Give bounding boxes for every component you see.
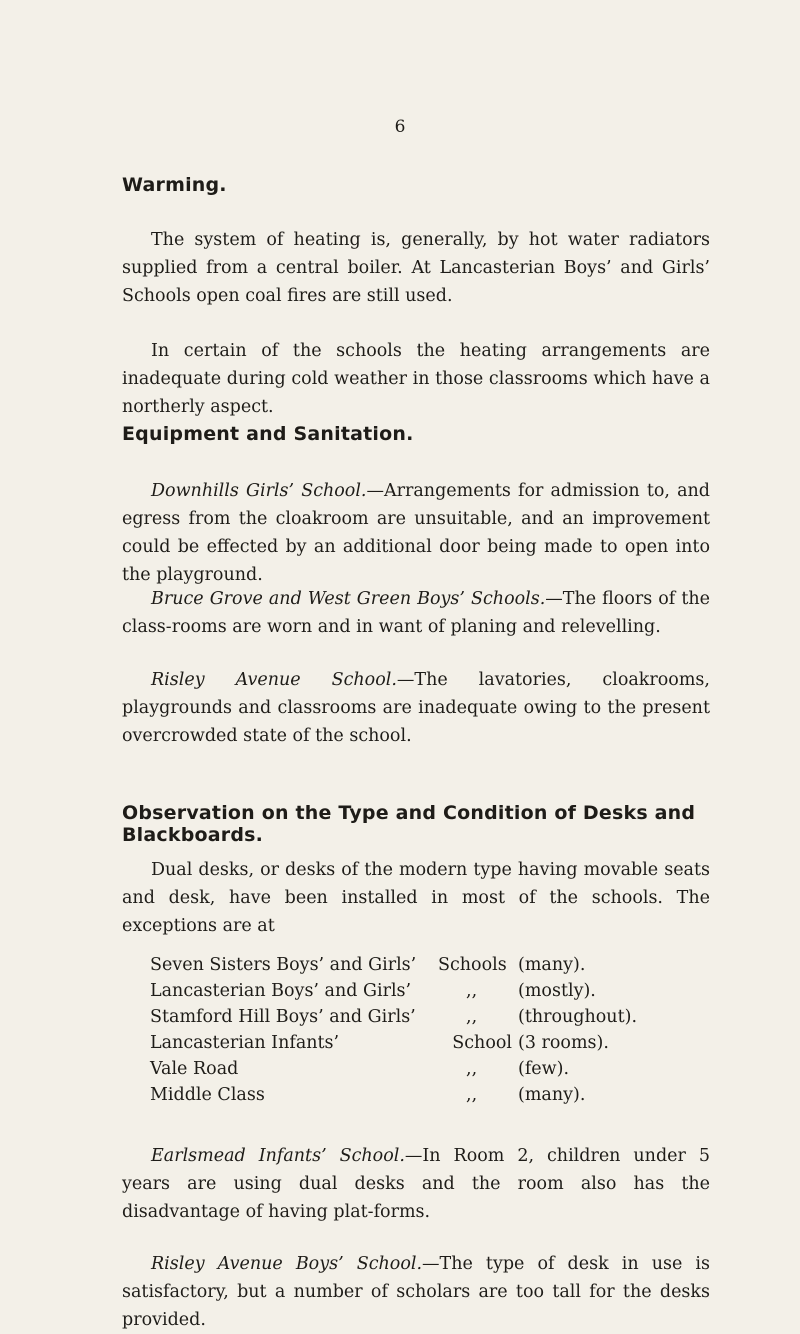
heading-desks: Observation on the Type and Condition of Desks and Blackboards. [122, 802, 696, 846]
school-entry: Stamford Hill Boys’ and Girls’ [150, 1007, 416, 1027]
list-item [150, 1030, 637, 1056]
school-name: Risley Avenue School. [151, 670, 397, 690]
school-name: Risley Avenue Boys’ School. [151, 1254, 423, 1274]
ditto-mark: ,, [466, 981, 478, 1001]
paragraph-risley-avenue [122, 666, 710, 750]
ditto-mark: ,, [466, 1059, 478, 1079]
list-item [150, 1056, 637, 1082]
paragraph-downhills [122, 477, 710, 589]
school-entry: Lancasterian Boys’ and Girls’ [150, 981, 412, 1001]
school-kind: Schools [438, 955, 507, 975]
list-item [150, 1004, 637, 1030]
heading-equipment: Equipment and Sanitation. [122, 423, 414, 445]
paragraph-desks-intro [122, 856, 710, 940]
school-entry: Vale Road [150, 1059, 239, 1079]
page-number: 6 [394, 117, 406, 137]
exception-note: (many). [518, 1085, 586, 1105]
school-entry: Seven Sisters Boys’ and Girls’ [150, 955, 417, 975]
paragraph-risley-boys [122, 1250, 710, 1334]
school-entry: Middle Class [150, 1085, 265, 1105]
paragraph-text: The system of heating is, generally, by hot water radiators supplied from a central boiler. At Lancasterian Boys’ and Girls’ Schools open coal fires are still used. [122, 230, 710, 306]
list-item [150, 952, 637, 978]
paragraph-text: —The lavatories, cloakrooms, playgrounds and classrooms are inadequate owing to the present overcrowded state of the school. [122, 670, 710, 746]
list-item [150, 978, 637, 1004]
heading-warming: Warming. [122, 174, 227, 196]
exception-note: (few). [518, 1059, 570, 1079]
school-name: Bruce Grove and West Green Boys’ Schools. [151, 589, 546, 609]
paragraph-text: In certain of the schools the heating arrangements are inadequate during cold weather in those classrooms which have a northerly aspect. [122, 341, 710, 417]
exception-note: (throughout). [518, 1007, 638, 1027]
exceptions-list [150, 952, 637, 1108]
paragraph-warming-2 [122, 337, 710, 421]
paragraph-earlsmead [122, 1142, 710, 1226]
school-name: Earlsmead Infants’ School. [151, 1146, 405, 1166]
paragraph-text: —The type of desk in use is satisfactory, but a number of scholars are too tall for the desks provided. [122, 1254, 710, 1330]
exception-note: (mostly). [518, 981, 596, 1001]
paragraph-text: —The floors of the class-rooms are worn and in want of planing and relevelling. [122, 589, 710, 637]
paragraph-bruce-grove [122, 585, 710, 641]
school-name: Downhills Girls’ School. [151, 481, 367, 501]
paragraph-text: —In Room 2, children under 5 years are using dual desks and the room also has the disadvantage of having plat-forms. [122, 1146, 710, 1222]
ditto-mark: ,, [466, 1085, 478, 1105]
paragraph-text: —Arrangements for admission to, and egress from the cloakroom are unsuitable, and an improvement could be effected by an additional door being made to open into the playground. [122, 481, 710, 585]
paragraph-warming-1 [122, 226, 710, 310]
exception-note: (many). [518, 955, 586, 975]
list-item [150, 1082, 637, 1108]
paragraph-text: Dual desks, or desks of the modern type having movable seats and desk, have been installed in most of the schools. The exceptions are at [122, 860, 710, 936]
school-kind: School [452, 1033, 512, 1053]
ditto-mark: ,, [466, 1007, 478, 1027]
exception-note: (3 rooms). [518, 1033, 609, 1053]
school-entry: Lancasterian Infants’ [150, 1033, 340, 1053]
